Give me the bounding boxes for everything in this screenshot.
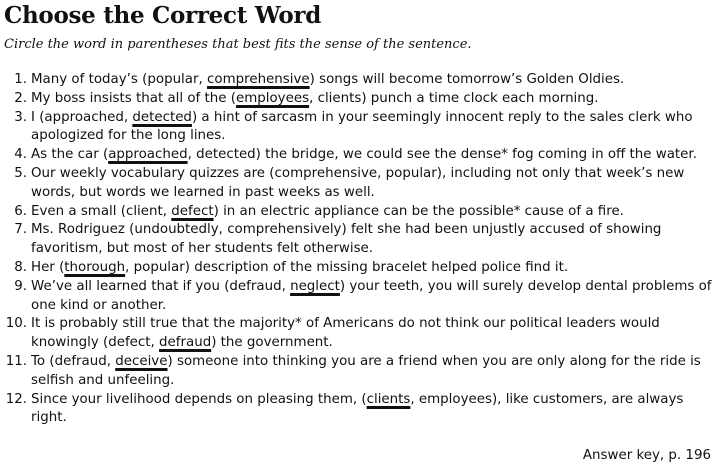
sentence-text: Many of today’s (popular, — [31, 72, 208, 87]
sentence-text: As the car ( — [31, 147, 109, 163]
answer-word: neglect — [290, 278, 340, 294]
sentence-text: , detected) the bridge, we could see the dense* fog coming in off the water. — [187, 147, 697, 163]
sentence-text: , clients) punch a time clock each morning. — [309, 90, 599, 106]
sentence-text: ) a hint of sarcasm in your seemingly innocent reply to the sales clerk who apologized for the long lines. — [31, 109, 693, 144]
exercise-item — [0, 278, 719, 316]
exercise-item — [0, 221, 719, 259]
sentence-text: ) your teeth, you will surely develop dental problems of one kind or another. — [31, 278, 712, 313]
sentence-text: , popular) description of the missing bracelet helped police find it. — [125, 259, 569, 275]
sentence-text: ) in an electric appliance can be the possible* cause of a fire. — [213, 203, 624, 219]
answer-word: defect — [171, 203, 214, 219]
item-number: 3. — [14, 109, 27, 125]
item-number: 8. — [14, 259, 27, 275]
exercise-item — [0, 259, 719, 278]
item-number: 4. — [14, 147, 27, 163]
sentence-text: ) someone into thinking you are a friend when you are only along for the ride is selfish and unfeeling. — [31, 353, 701, 388]
item-number: 12. — [5, 391, 27, 407]
answer-word: employees — [235, 90, 310, 106]
answer-word: comprehensive — [207, 72, 310, 87]
exercise-item — [0, 146, 719, 165]
answer-key-reference: Answer key, p. 196 — [582, 448, 711, 463]
sentence-text: I (approached, — [31, 109, 133, 125]
sentence-text: Our weekly vocabulary quizzes are (comprehensive, popular), including not only that week’s new words, but words we learned in past weeks as well. — [31, 165, 685, 200]
sentence-text: Since your livelihood depends on pleasing them, ( — [31, 391, 367, 407]
sentence-text: Even a small (client, — [31, 203, 172, 219]
item-number: 5. — [14, 165, 27, 181]
item-number: 2. — [14, 90, 27, 106]
item-number: 7. — [14, 222, 27, 238]
sentence-text: My boss insists that all of the ( — [31, 90, 236, 106]
exercise-item — [0, 90, 719, 109]
exercise-item — [0, 203, 719, 222]
answer-word: detected — [132, 109, 192, 125]
exercise-item — [0, 391, 719, 429]
sentence-text: Ms. Rodriguez (undoubtedly, comprehensively) felt she had been unjustly accused of showing favoritism, but most of her students felt otherwise. — [31, 222, 662, 257]
sentence-text: ) the government. — [211, 335, 333, 351]
sentence-text: To (defraud, — [31, 353, 116, 369]
sentence-text: Her ( — [31, 259, 65, 275]
exercise-item — [0, 315, 719, 353]
page-title: Choose the Correct Word — [4, 2, 322, 29]
answer-word: thorough — [64, 259, 126, 275]
exercise-list — [0, 71, 719, 428]
exercise-item — [0, 353, 719, 391]
item-number: 6. — [14, 203, 27, 219]
exercise-item — [0, 109, 719, 147]
exercise-item — [0, 71, 719, 90]
instructions: Circle the word in parentheses that best fits the sense of the sentence. — [4, 37, 472, 52]
item-number: 11. — [5, 353, 27, 369]
answer-word: deceive — [115, 353, 168, 369]
sentence-text: It is probably still true that the majority* of Americans do not think our political leaders would knowingly (defect, — [31, 316, 660, 351]
sentence-text: , employees), like customers, are always right. — [31, 391, 684, 426]
item-number: 9. — [14, 278, 27, 294]
answer-word: approached — [108, 147, 188, 163]
answer-word: clients — [366, 391, 411, 407]
item-number: 1. — [14, 72, 27, 87]
answer-word: defraud — [159, 335, 212, 351]
sentence-text: ) songs will become tomorrow’s Golden Oldies. — [309, 72, 625, 87]
sentence-text: We’ve all learned that if you (defraud, — [31, 278, 291, 294]
exercise-item — [0, 165, 719, 203]
item-number: 10. — [5, 316, 27, 332]
